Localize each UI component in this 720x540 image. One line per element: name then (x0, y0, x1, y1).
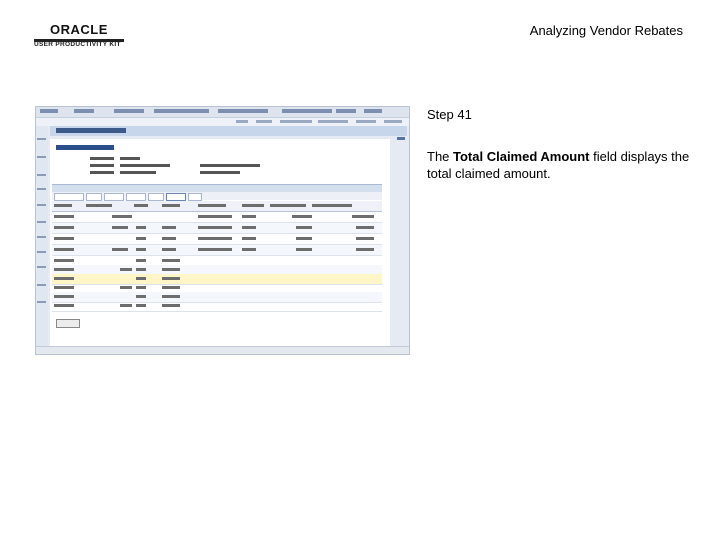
logo-product: USER PRODUCTIVITY KIT (34, 41, 121, 48)
screenshot-grid-tabs (52, 192, 382, 200)
screenshot-grid-header (52, 184, 382, 192)
oracle-upk-logo (34, 22, 134, 48)
screenshot-data-grid (52, 201, 382, 313)
description-field-name: Total Claimed Amount (453, 149, 590, 164)
screenshot-section-title (56, 145, 114, 150)
description-suffix: field displays the total claimed amount. (427, 149, 690, 181)
screenshot-menubar (36, 107, 409, 118)
application-screenshot (35, 106, 410, 355)
screenshot-content (50, 139, 390, 349)
screenshot-left-nav (36, 126, 48, 346)
screenshot-help-link (397, 137, 405, 140)
screenshot-horizontal-scrollbar (36, 346, 409, 354)
logo-brand: ORACLE (50, 22, 108, 37)
screenshot-return-button (56, 319, 80, 328)
screenshot-page-header (50, 126, 407, 136)
step-label: Step 41 (427, 107, 472, 122)
screenshot-toolbar (36, 118, 409, 126)
description-prefix: The (427, 149, 454, 164)
page-title: Analyzing Vendor Rebates (529, 23, 683, 38)
step-description (427, 148, 697, 182)
